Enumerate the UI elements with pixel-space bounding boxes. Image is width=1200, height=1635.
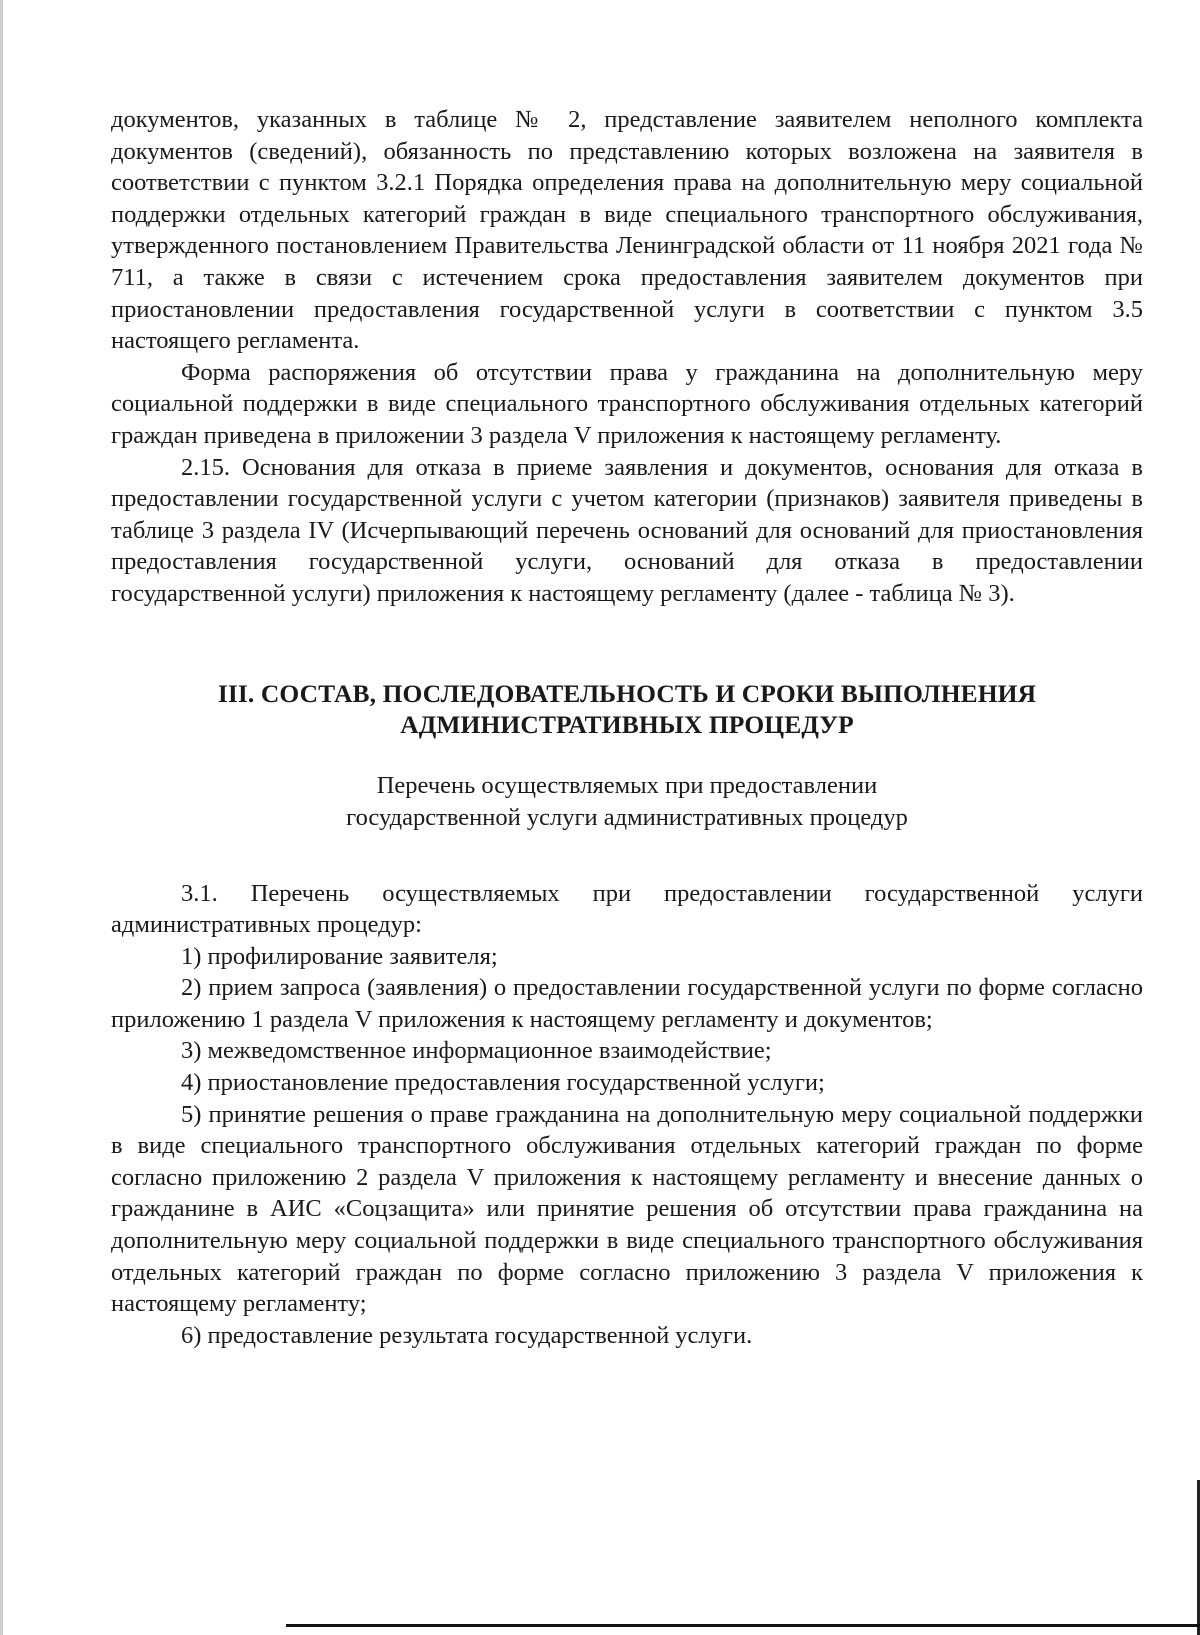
list-item: 6) предоставление результата государственной услуги. [181,1321,753,1349]
section-body [111,878,1143,1352]
paragraph-form: Форма распоряжения об отсутствии права у гражданина на дополнительную меру социальной поддержки в виде специального транспортного обслуживания отдельных категорий граждан приведена в приложении 3 раздела V приложения к настоящему регламенту. [111,358,1143,449]
list-item: 5) принятие решения о праве гражданина на дополнительную меру социальной поддержки в виде специального транспортного обслуживания отдельных категорий граждан по форме согласно приложению 2 раздела V приложения к настоящему регламенту и внесение данных о гражданине в АИС «Соцзащита» или принятие решения об отсутствии права гражданина на дополнительную меру социальной поддержки в виде специального транспортного обслуживания отдельных категорий граждан по форме согласно приложению 3 раздела V приложения к настоящему регламенту; [111,1100,1143,1318]
page-content [111,104,1143,1351]
list-item: 1) профилирование заявителя; [181,942,498,970]
footer-rule [286,1624,1200,1627]
list-item: 2) прием запроса (заявления) о предоставлении государственной услуги по форме согласно приложению 1 раздела V приложения к настоящему регламенту и документов; [111,974,1143,1033]
section-heading-block [111,678,1143,834]
list-item: 3) межведомственное информационное взаимодействие; [181,1037,772,1065]
subheading-line-1: Перечень осуществляемых при предоставлении [376,771,878,799]
section-heading-line-2: АДМИНИСТРАТИВНЫХ ПРОЦЕДУР [400,709,854,739]
section-heading-line-1: III. СОСТАВ, ПОСЛЕДОВАТЕЛЬНОСТЬ И СРОКИ ВЫПОЛНЕНИЯ [217,678,1037,708]
paragraph-3-1: 3.1. Перечень осуществляемых при предоставлении государственной услуги административных процедур: [111,879,1143,939]
paragraph-2-15: 2.15. Основания для отказа в приеме заявления и документов, основания для отказа в предоставлении государственной услуги с учетом категории (признаков) заявителя приведены в таблице 3 раздела IV (Исчерпывающий перечень оснований для оснований для приостановления предоставления государственной услуги, оснований для отказа в предоставлении государственной услуги) приложения к настоящему регламенту (далее - таблица № 3). [111,453,1143,607]
subheading-line-2: государственной услуги административных процедур [346,803,908,831]
paragraph-continuation: документов, указанных в таблице № 2, представление заявителем неполного комплекта документов (сведений), обязанность по представлению которых возложена на заявителя в соответствии с пунктом 3.2.1 Порядка определения права на дополнительную меру социальной поддержки отдельных категорий граждан в виде специального транспортного обслуживания, утвержденного постановлением Правительства Ленинградской области от 11 ноября 2021 года № 711, а также в связи с истечением срока предоставления заявителем документов при приостановлении предоставления государственной услуги в соответствии с пунктом 3.5 настоящего регламента. [111,106,1143,355]
list-item: 4) приостановление предоставления государственной услуги; [181,1069,825,1097]
scan-left-edge [0,0,3,1635]
subheading [111,770,1143,834]
